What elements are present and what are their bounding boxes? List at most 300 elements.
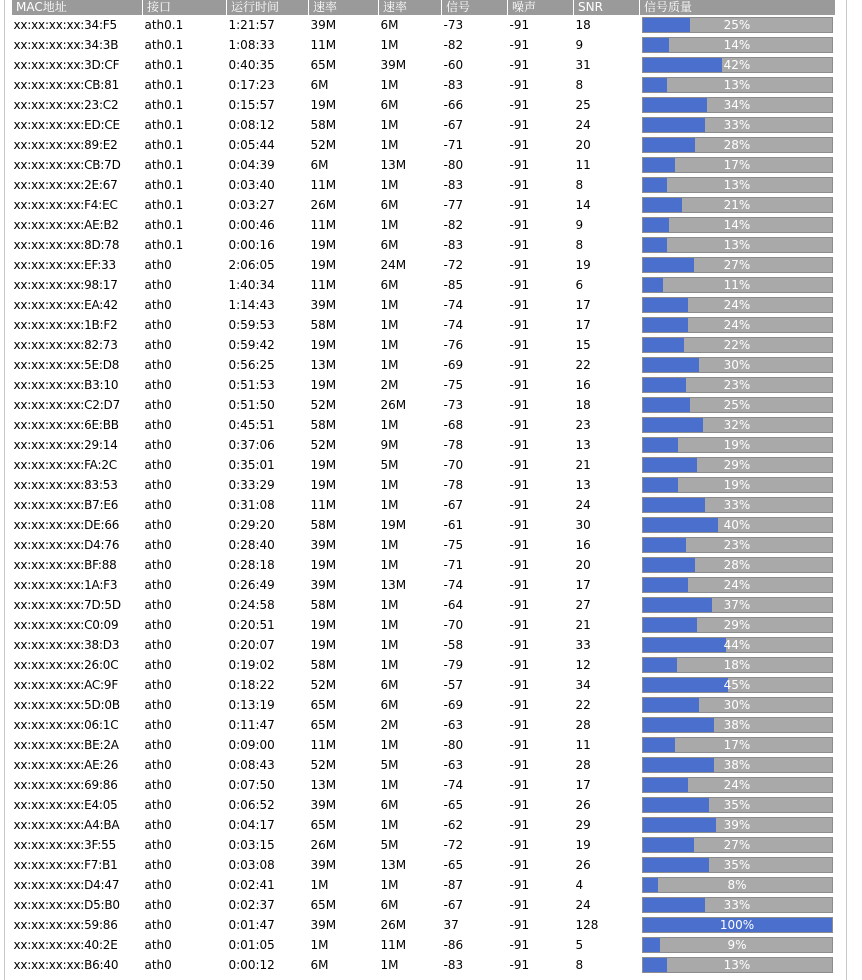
cell-mac: xx:xx:xx:xx:D5:B0 — [13, 898, 120, 912]
signal-quality-label: 33% — [723, 118, 751, 132]
cell-rx-rate: 1M — [380, 358, 399, 372]
cell-noise: -91 — [509, 678, 530, 692]
cell-signal: -77 — [443, 198, 464, 212]
wireless-clients-table — [11, 0, 836, 975]
cell-interface: ath0 — [144, 658, 172, 672]
cell-mac: xx:xx:xx:xx:AC:9F — [13, 678, 119, 692]
cell-tx-rate: 65M — [310, 718, 337, 732]
cell-tx-rate: 58M — [310, 598, 337, 612]
cell-noise: -91 — [509, 418, 530, 432]
signal-quality-bar — [642, 437, 833, 453]
cell-noise: -91 — [509, 478, 530, 492]
signal-quality-bar — [642, 797, 833, 813]
cell-snr: 22 — [575, 358, 591, 372]
cell-rx-rate: 24M — [380, 258, 407, 272]
cell-rx-rate: 1M — [380, 118, 399, 132]
cell-uptime: 0:33:29 — [228, 478, 275, 492]
table-row — [12, 695, 836, 715]
cell-snr: 24 — [575, 498, 591, 512]
cell-rx-rate: 1M — [380, 818, 399, 832]
cell-snr: 19 — [575, 258, 591, 272]
cell-noise: -91 — [509, 658, 530, 672]
signal-quality-bar — [642, 777, 833, 793]
cell-uptime: 0:59:42 — [228, 338, 275, 352]
cell-quality — [640, 235, 836, 255]
cell-snr: 23 — [575, 418, 591, 432]
table-row — [12, 855, 836, 875]
table-row — [12, 375, 836, 395]
cell-rx-rate: 6M — [380, 898, 399, 912]
cell-interface: ath0 — [144, 598, 172, 612]
cell-mac: xx:xx:xx:xx:1A:F3 — [13, 578, 118, 592]
cell-tx-rate: 1M — [310, 878, 329, 892]
cell-rx-rate: 1M — [380, 958, 399, 972]
cell-signal: -78 — [443, 478, 464, 492]
signal-quality-label: 9% — [727, 938, 747, 952]
signal-quality-bar — [642, 617, 833, 633]
table-row — [12, 835, 836, 855]
cell-tx-rate: 39M — [310, 18, 337, 32]
cell-quality — [640, 175, 836, 195]
signal-quality-bar — [642, 357, 833, 373]
cell-quality — [640, 555, 836, 575]
cell-uptime: 0:15:57 — [228, 98, 275, 112]
cell-tx-rate: 11M — [310, 738, 337, 752]
cell-noise: -91 — [509, 258, 530, 272]
cell-mac: xx:xx:xx:xx:A4:BA — [13, 818, 120, 832]
cell-interface: ath0 — [144, 578, 172, 592]
cell-signal: -79 — [443, 658, 464, 672]
cell-tx-rate: 39M — [310, 798, 337, 812]
cell-tx-rate: 11M — [310, 278, 337, 292]
cell-uptime: 0:01:47 — [228, 918, 275, 932]
cell-signal: -75 — [443, 378, 464, 392]
cell-snr: 8 — [575, 78, 584, 92]
column-header-tx-rate[interactable]: 速率 — [309, 0, 379, 15]
signal-quality-bar — [642, 877, 833, 893]
cell-noise: -91 — [509, 78, 530, 92]
signal-quality-label: 30% — [723, 358, 751, 372]
cell-interface: ath0.1 — [144, 118, 184, 132]
cell-quality — [640, 635, 836, 655]
cell-mac: xx:xx:xx:xx:B6:40 — [13, 958, 119, 972]
signal-quality-bar — [642, 717, 833, 733]
signal-quality-label: 8% — [727, 878, 747, 892]
cell-uptime: 0:17:23 — [228, 78, 275, 92]
cell-snr: 16 — [575, 538, 591, 552]
signal-quality-label: 22% — [723, 338, 751, 352]
cell-signal: -69 — [443, 358, 464, 372]
column-header-snr[interactable]: SNR — [574, 0, 640, 15]
table-row — [12, 55, 836, 75]
cell-snr: 12 — [575, 658, 591, 672]
cell-noise: -91 — [509, 518, 530, 532]
table-row — [12, 775, 836, 795]
cell-noise: -91 — [509, 558, 530, 572]
table-row — [12, 875, 836, 895]
cell-mac: xx:xx:xx:xx:2E:67 — [13, 178, 118, 192]
cell-signal: -69 — [443, 698, 464, 712]
cell-uptime: 0:02:41 — [228, 878, 275, 892]
cell-interface: ath0 — [144, 458, 172, 472]
cell-mac: xx:xx:xx:xx:98:17 — [13, 278, 118, 292]
cell-snr: 21 — [575, 458, 591, 472]
cell-tx-rate: 19M — [310, 458, 337, 472]
cell-signal: -71 — [443, 138, 464, 152]
table-row — [12, 255, 836, 275]
cell-interface: ath0.1 — [144, 218, 184, 232]
cell-noise: -91 — [509, 98, 530, 112]
cell-mac: xx:xx:xx:xx:5E:D8 — [13, 358, 120, 372]
cell-quality — [640, 615, 836, 635]
cell-rx-rate: 6M — [380, 698, 399, 712]
cell-tx-rate: 19M — [310, 238, 337, 252]
signal-quality-label: 25% — [723, 18, 751, 32]
cell-interface: ath0 — [144, 778, 172, 792]
cell-uptime: 1:08:33 — [228, 38, 275, 52]
cell-mac: xx:xx:xx:xx:D4:47 — [13, 878, 120, 892]
cell-signal: -67 — [443, 118, 464, 132]
cell-quality — [640, 75, 836, 95]
cell-signal: -57 — [443, 678, 464, 692]
cell-snr: 15 — [575, 338, 591, 352]
signal-quality-bar — [642, 457, 833, 473]
cell-quality — [640, 275, 836, 295]
cell-tx-rate: 13M — [310, 778, 337, 792]
cell-snr: 31 — [575, 58, 591, 72]
cell-quality — [640, 735, 836, 755]
column-header-quality[interactable]: 信号质量 — [640, 0, 836, 15]
cell-uptime: 0:04:17 — [228, 818, 275, 832]
table-row — [12, 135, 836, 155]
cell-snr: 8 — [575, 178, 584, 192]
cell-quality — [640, 155, 836, 175]
cell-noise: -91 — [509, 958, 530, 972]
signal-quality-bar — [642, 257, 833, 273]
cell-uptime: 0:37:06 — [228, 438, 275, 452]
cell-uptime: 0:03:08 — [228, 858, 275, 872]
cell-mac: xx:xx:xx:xx:40:2E — [13, 938, 118, 952]
signal-quality-bar — [642, 237, 833, 253]
cell-signal: -82 — [443, 218, 464, 232]
table-row — [12, 455, 836, 475]
cell-rx-rate: 1M — [380, 138, 399, 152]
cell-noise: -91 — [509, 158, 530, 172]
table-row — [12, 195, 836, 215]
cell-uptime: 0:06:52 — [228, 798, 275, 812]
cell-quality — [640, 475, 836, 495]
table-row — [12, 35, 836, 55]
cell-tx-rate: 11M — [310, 38, 337, 52]
cell-snr: 25 — [575, 98, 591, 112]
cell-interface: ath0.1 — [144, 58, 184, 72]
cell-interface: ath0 — [144, 878, 172, 892]
cell-interface: ath0 — [144, 818, 172, 832]
column-header-mac[interactable]: MAC地址 — [12, 0, 143, 15]
cell-rx-rate: 5M — [380, 458, 399, 472]
cell-snr: 11 — [575, 158, 591, 172]
cell-quality — [640, 575, 836, 595]
table-row — [12, 295, 836, 315]
cell-noise: -91 — [509, 538, 530, 552]
cell-signal: -80 — [443, 158, 464, 172]
cell-tx-rate: 6M — [310, 158, 329, 172]
cell-signal: -83 — [443, 178, 464, 192]
cell-noise: -91 — [509, 818, 530, 832]
cell-tx-rate: 1M — [310, 938, 329, 952]
cell-uptime: 0:05:44 — [228, 138, 275, 152]
cell-uptime: 0:40:35 — [228, 58, 275, 72]
signal-quality-label: 13% — [723, 78, 751, 92]
signal-quality-label: 45% — [723, 678, 751, 692]
cell-signal: -63 — [443, 718, 464, 732]
signal-quality-label: 35% — [723, 798, 751, 812]
cell-tx-rate: 52M — [310, 438, 337, 452]
signal-quality-label: 44% — [723, 638, 751, 652]
cell-quality — [640, 95, 836, 115]
column-header-noise[interactable]: 噪声 — [508, 0, 574, 15]
cell-rx-rate: 13M — [380, 158, 407, 172]
cell-noise: -91 — [509, 718, 530, 732]
cell-quality — [640, 15, 836, 35]
cell-rx-rate: 6M — [380, 798, 399, 812]
column-header-interface[interactable]: 接口 — [143, 0, 227, 15]
cell-uptime: 0:51:50 — [228, 398, 275, 412]
cell-noise: -91 — [509, 838, 530, 852]
table-row — [12, 635, 836, 655]
cell-snr: 29 — [575, 818, 591, 832]
cell-uptime: 0:08:12 — [228, 118, 275, 132]
cell-interface: ath0 — [144, 558, 172, 572]
signal-quality-label: 32% — [723, 418, 751, 432]
signal-quality-bar — [642, 697, 833, 713]
cell-signal: -85 — [443, 278, 464, 292]
signal-quality-label: 17% — [723, 738, 751, 752]
cell-snr: 8 — [575, 238, 584, 252]
cell-mac: xx:xx:xx:xx:ED:CE — [13, 118, 120, 132]
cell-quality — [640, 255, 836, 275]
cell-quality — [640, 675, 836, 695]
cell-mac: xx:xx:xx:xx:83:53 — [13, 478, 118, 492]
cell-quality — [640, 855, 836, 875]
signal-quality-label: 100% — [719, 918, 755, 932]
signal-quality-bar — [642, 57, 833, 73]
signal-quality-bar — [642, 477, 833, 493]
signal-quality-bar — [642, 177, 833, 193]
cell-rx-rate: 1M — [380, 498, 399, 512]
cell-rx-rate: 1M — [380, 878, 399, 892]
signal-quality-bar — [642, 677, 833, 693]
cell-noise: -91 — [509, 218, 530, 232]
cell-mac: xx:xx:xx:xx:23:C2 — [13, 98, 119, 112]
cell-uptime: 0:24:58 — [228, 598, 275, 612]
cell-noise: -91 — [509, 58, 530, 72]
cell-quality — [640, 395, 836, 415]
cell-interface: ath0 — [144, 798, 172, 812]
cell-mac: xx:xx:xx:xx:82:73 — [13, 338, 118, 352]
cell-quality — [640, 915, 836, 935]
signal-quality-label: 27% — [723, 838, 751, 852]
cell-rx-rate: 5M — [380, 758, 399, 772]
cell-noise: -91 — [509, 118, 530, 132]
cell-signal: -83 — [443, 238, 464, 252]
cell-interface: ath0.1 — [144, 238, 184, 252]
cell-interface: ath0 — [144, 618, 172, 632]
cell-rx-rate: 13M — [380, 858, 407, 872]
signal-quality-bar — [642, 317, 833, 333]
cell-mac: xx:xx:xx:xx:B3:10 — [13, 378, 119, 392]
signal-quality-label: 23% — [723, 538, 751, 552]
cell-mac: xx:xx:xx:xx:26:0C — [13, 658, 119, 672]
page-scroll-area[interactable] — [848, 0, 862, 980]
cell-tx-rate: 52M — [310, 758, 337, 772]
cell-snr: 20 — [575, 558, 591, 572]
cell-tx-rate: 52M — [310, 138, 337, 152]
signal-quality-label: 11% — [723, 278, 751, 292]
signal-quality-label: 14% — [723, 218, 751, 232]
cell-quality — [640, 55, 836, 75]
cell-mac: xx:xx:xx:xx:C0:09 — [13, 618, 119, 632]
cell-snr: 13 — [575, 478, 591, 492]
signal-quality-label: 33% — [723, 498, 751, 512]
cell-mac: xx:xx:xx:xx:6E:BB — [13, 418, 119, 432]
cell-snr: 28 — [575, 758, 591, 772]
table-row — [12, 235, 836, 255]
signal-quality-bar — [642, 897, 833, 913]
signal-quality-bar — [642, 277, 833, 293]
cell-uptime: 0:13:19 — [228, 698, 275, 712]
table-row — [12, 355, 836, 375]
cell-tx-rate: 52M — [310, 398, 337, 412]
cell-snr: 22 — [575, 698, 591, 712]
signal-quality-bar — [642, 937, 833, 953]
cell-snr: 8 — [575, 958, 584, 972]
cell-mac: xx:xx:xx:xx:FA:2C — [13, 458, 117, 472]
cell-tx-rate: 6M — [310, 958, 329, 972]
cell-mac: xx:xx:xx:xx:7D:5D — [13, 598, 121, 612]
cell-signal: -72 — [443, 258, 464, 272]
cell-tx-rate: 19M — [310, 618, 337, 632]
cell-signal: -74 — [443, 318, 464, 332]
cell-signal: -73 — [443, 398, 464, 412]
cell-noise: -91 — [509, 778, 530, 792]
cell-noise: -91 — [509, 498, 530, 512]
cell-rx-rate: 1M — [380, 218, 399, 232]
cell-tx-rate: 58M — [310, 318, 337, 332]
table-row — [12, 515, 836, 535]
signal-quality-label: 24% — [723, 318, 751, 332]
cell-uptime: 0:28:18 — [228, 558, 275, 572]
cell-rx-rate: 26M — [380, 398, 407, 412]
cell-interface: ath0 — [144, 898, 172, 912]
signal-quality-bar — [642, 337, 833, 353]
cell-quality — [640, 935, 836, 955]
signal-quality-label: 30% — [723, 698, 751, 712]
signal-quality-bar — [642, 297, 833, 313]
cell-signal: -83 — [443, 958, 464, 972]
table-row — [12, 595, 836, 615]
cell-rx-rate: 9M — [380, 438, 399, 452]
cell-noise: -91 — [509, 858, 530, 872]
cell-noise: -91 — [509, 278, 530, 292]
cell-snr: 17 — [575, 318, 591, 332]
cell-uptime: 0:01:05 — [228, 938, 275, 952]
cell-interface: ath0.1 — [144, 78, 184, 92]
cell-snr: 27 — [575, 598, 591, 612]
cell-snr: 16 — [575, 378, 591, 392]
table-row — [12, 895, 836, 915]
table-row — [12, 175, 836, 195]
cell-snr: 34 — [575, 678, 591, 692]
cell-rx-rate: 13M — [380, 578, 407, 592]
cell-rx-rate: 1M — [380, 38, 399, 52]
cell-interface: ath0 — [144, 418, 172, 432]
cell-signal: -70 — [443, 618, 464, 632]
column-header-uptime[interactable]: 运行时间 — [227, 0, 309, 15]
signal-quality-bar — [642, 77, 833, 93]
column-header-signal[interactable]: 信号 — [442, 0, 508, 15]
cell-quality — [640, 955, 836, 975]
cell-interface: ath0.1 — [144, 198, 184, 212]
cell-mac: xx:xx:xx:xx:5D:0B — [13, 698, 120, 712]
cell-quality — [640, 895, 836, 915]
cell-noise: -91 — [509, 18, 530, 32]
table-row — [12, 535, 836, 555]
signal-quality-label: 18% — [723, 658, 751, 672]
cell-rx-rate: 1M — [380, 778, 399, 792]
signal-quality-label: 17% — [723, 158, 751, 172]
cell-quality — [640, 375, 836, 395]
cell-rx-rate: 1M — [380, 598, 399, 612]
cell-quality — [640, 195, 836, 215]
cell-interface: ath0 — [144, 298, 172, 312]
cell-interface: ath0 — [144, 278, 172, 292]
table-row — [12, 795, 836, 815]
cell-tx-rate: 58M — [310, 118, 337, 132]
table-row — [12, 755, 836, 775]
cell-mac: xx:xx:xx:xx:38:D3 — [13, 638, 120, 652]
cell-rx-rate: 1M — [380, 658, 399, 672]
cell-snr: 24 — [575, 898, 591, 912]
cell-snr: 6 — [575, 278, 584, 292]
signal-quality-bar — [642, 957, 833, 973]
cell-uptime: 0:03:27 — [228, 198, 275, 212]
cell-mac: xx:xx:xx:xx:E4:05 — [13, 798, 118, 812]
cell-tx-rate: 65M — [310, 818, 337, 832]
cell-tx-rate: 39M — [310, 578, 337, 592]
signal-quality-bar — [642, 37, 833, 53]
cell-signal: -68 — [443, 418, 464, 432]
cell-rx-rate: 6M — [380, 278, 399, 292]
cell-quality — [640, 315, 836, 335]
cell-snr: 17 — [575, 778, 591, 792]
cell-rx-rate: 2M — [380, 718, 399, 732]
signal-quality-bar — [642, 537, 833, 553]
cell-snr: 18 — [575, 18, 591, 32]
cell-noise: -91 — [509, 698, 530, 712]
cell-quality — [640, 335, 836, 355]
cell-interface: ath0 — [144, 698, 172, 712]
signal-quality-label: 35% — [723, 858, 751, 872]
cell-signal: -82 — [443, 38, 464, 52]
cell-noise: -91 — [509, 458, 530, 472]
cell-mac: xx:xx:xx:xx:29:14 — [13, 438, 118, 452]
column-header-rx-rate[interactable]: 速率 — [379, 0, 442, 15]
signal-quality-bar — [642, 557, 833, 573]
table-row — [12, 115, 836, 135]
cell-rx-rate: 1M — [380, 478, 399, 492]
cell-tx-rate: 65M — [310, 898, 337, 912]
